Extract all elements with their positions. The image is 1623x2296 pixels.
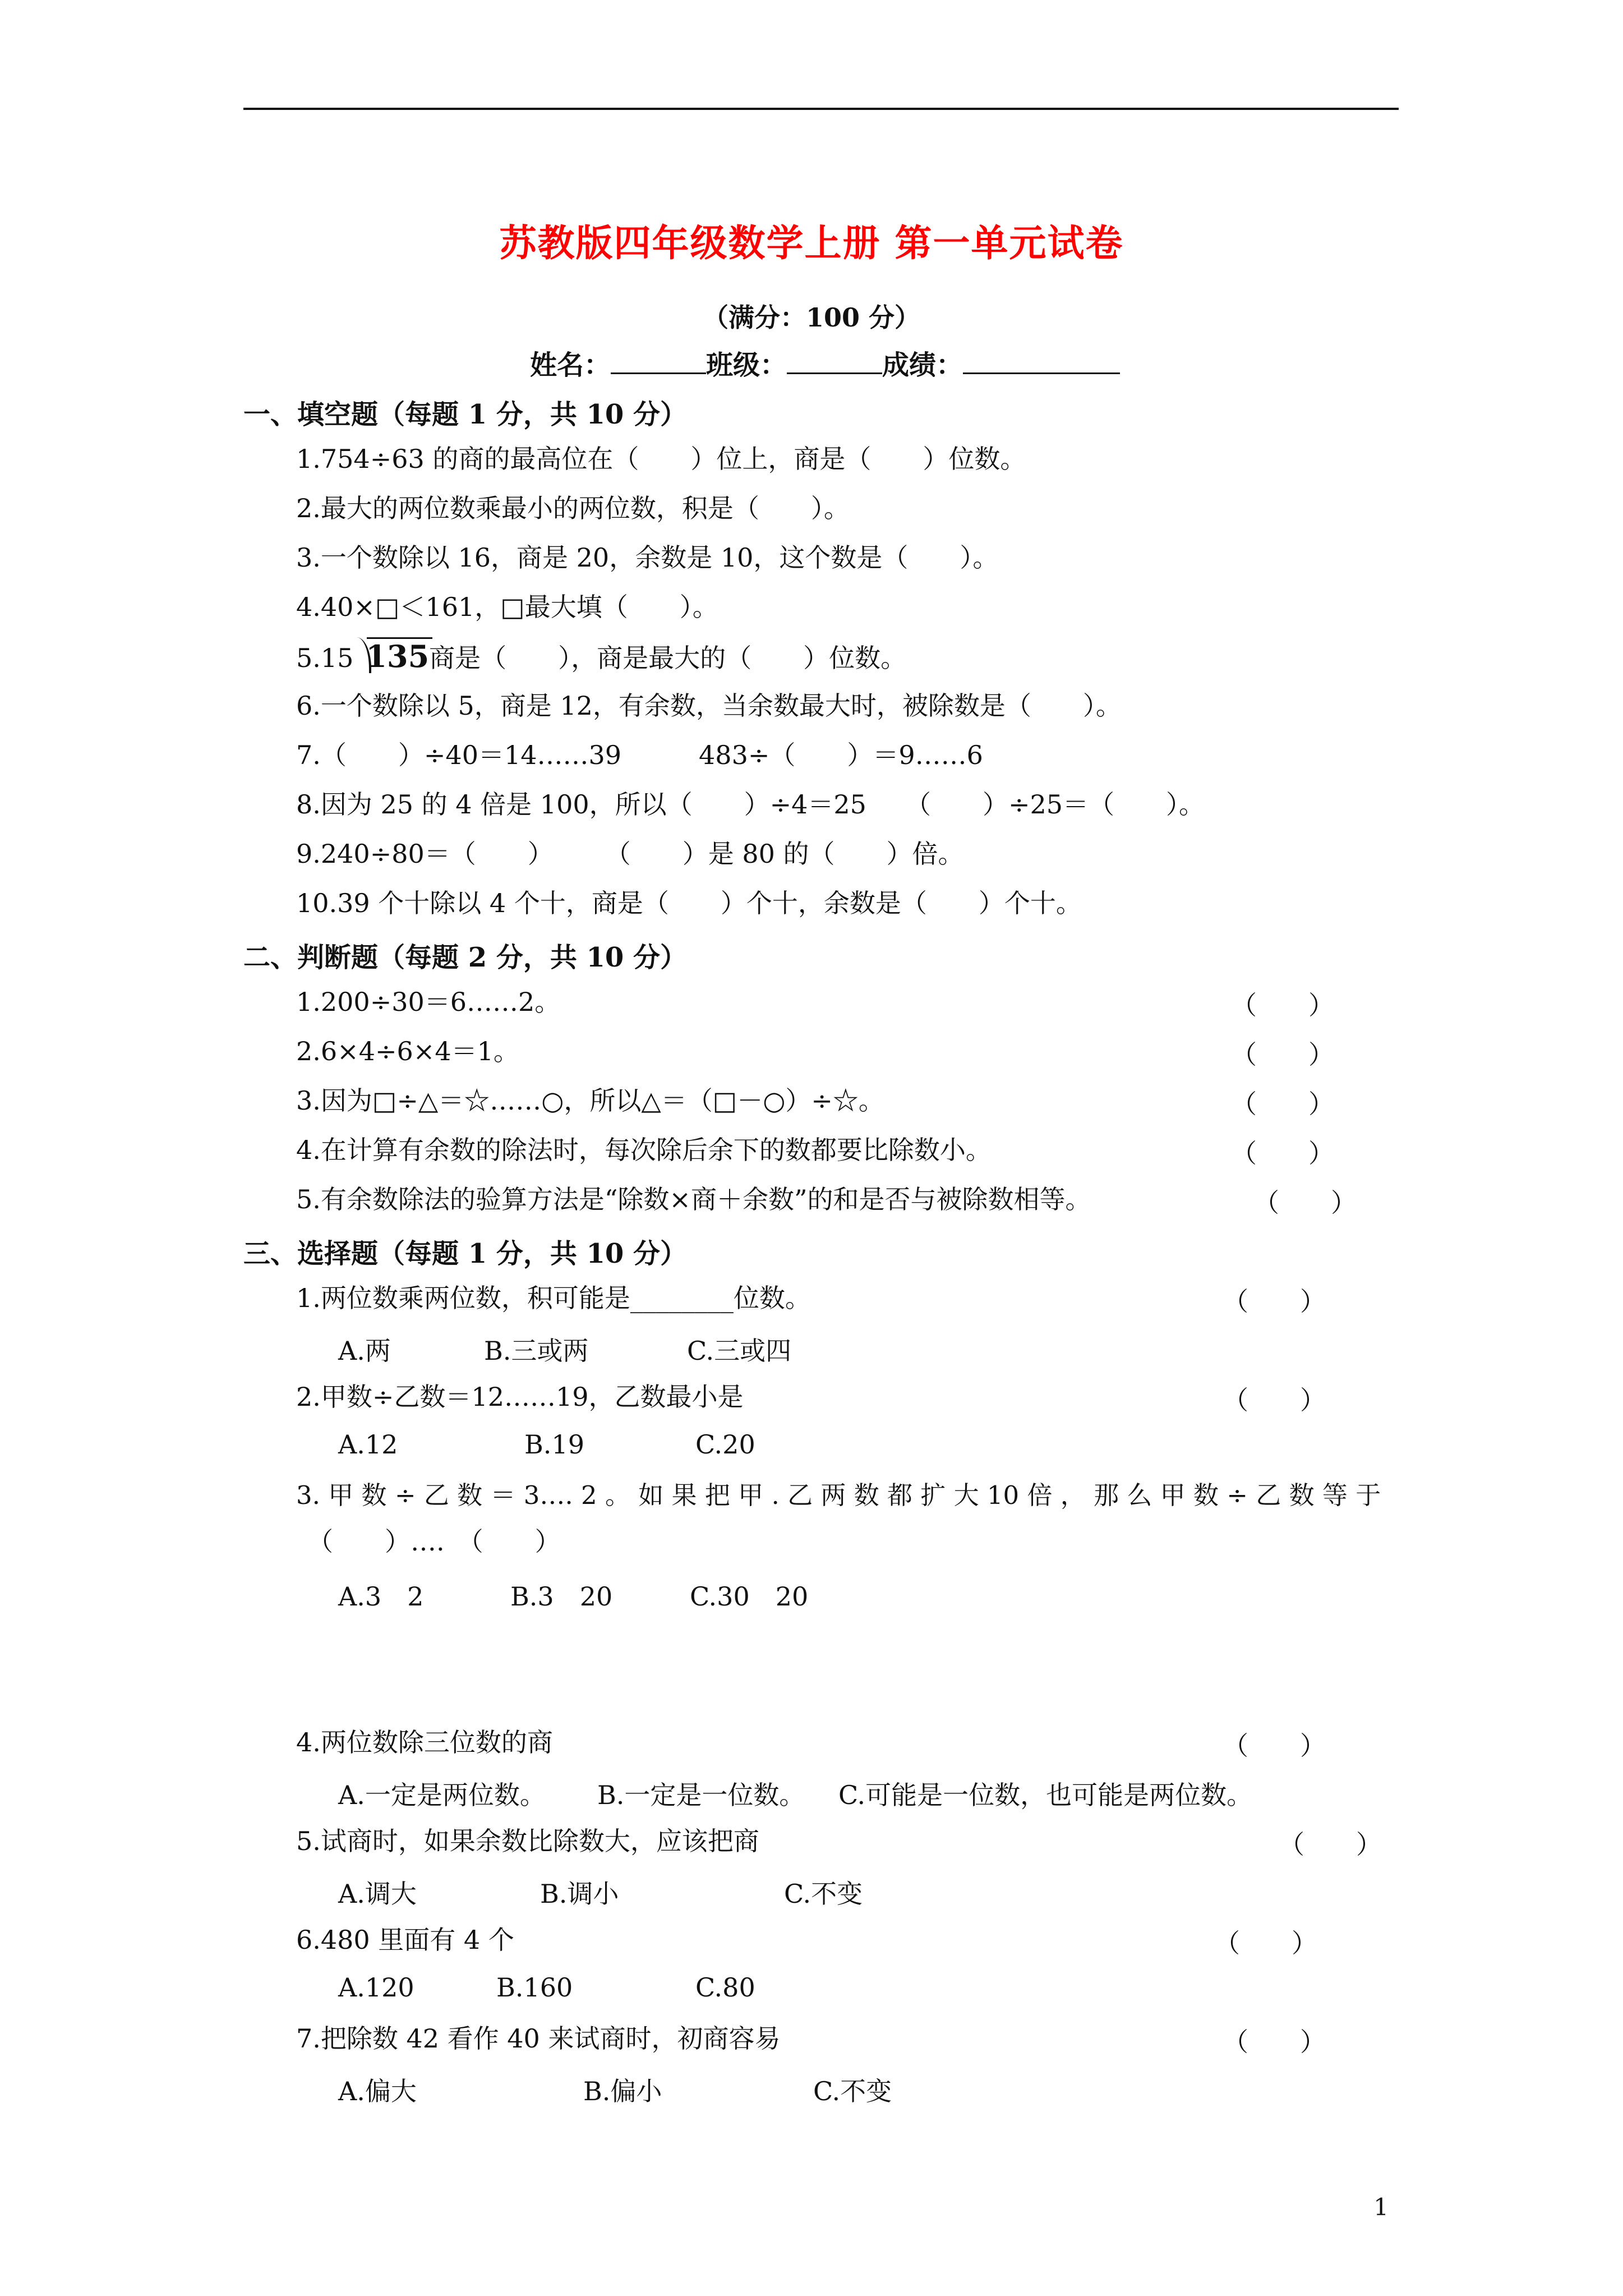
option-c[interactable]: C.三或四 <box>687 1336 792 1366</box>
s1-question-8: 8.因为 25 的 4 倍是 100，所以（ ）÷4＝25 （ ）÷25＝（ ）。 <box>296 789 1205 820</box>
s3-question-3: 3. 甲 数 ÷ 乙 数 ＝ 3…. 2 。 如 果 把 甲 . 乙 两 数 都 扩 大 10 倍 ， 那 么 甲 数 ÷ 乙 数 等 于 <box>296 1480 1381 1510</box>
score-blank[interactable] <box>963 344 1120 374</box>
page-title: 苏教版四年级数学上册 第一单元试卷 <box>499 221 1124 265</box>
answer-paren[interactable]: （ ） <box>1223 1731 1326 1761</box>
option-a[interactable]: A.调大 <box>338 1879 417 1909</box>
s1-question-4: 4.40×□＜161，□最大填（ ）。 <box>296 592 718 622</box>
q5-dividend: 135 <box>366 638 430 674</box>
answer-paren[interactable]: （ ） <box>1231 990 1334 1020</box>
s3-question-3-cont: （ ）…. （ ） <box>307 1526 561 1557</box>
option-c[interactable]: C.80 <box>695 1972 755 2003</box>
s3-question-2: 2.甲数÷乙数＝12……19，乙数最小是 <box>296 1382 744 1412</box>
option-b[interactable]: B.19 <box>524 1429 584 1460</box>
q5-divisor: 5.15 <box>296 643 354 673</box>
option-b[interactable]: B.调小 <box>540 1879 619 1909</box>
answer-paren[interactable]: （ ） <box>1223 1286 1326 1317</box>
section-heading-true-false: 二、判断题（每题 2 分，共 10 分） <box>243 942 688 973</box>
option-b[interactable]: B.一定是一位数。 <box>597 1780 805 1810</box>
s2-question-1: 1.200÷30＝6……2。 <box>296 987 561 1017</box>
answer-paren[interactable]: （ ） <box>1231 1138 1334 1168</box>
class-label: 班级： <box>706 349 787 381</box>
class-blank[interactable] <box>787 344 882 374</box>
s1-question-1: 1.754÷63 的商的最高位在（ ）位上，商是（ ）位数。 <box>296 444 1026 474</box>
s3-question-5: 5.试商时，如果余数比除数大，应该把商 <box>296 1826 759 1856</box>
s1-question-10: 10.39 个十除以 4 个十，商是（ ）个十，余数是（ ）个十。 <box>296 888 1082 918</box>
s2-question-5: 5.有余数除法的验算方法是“除数×商＋余数”的和是否与被除数相等。 <box>296 1184 1091 1214</box>
section-heading-fill-blank: 一、填空题（每题 1 分，共 10 分） <box>243 399 688 430</box>
long-division-bracket <box>357 639 429 673</box>
option-b[interactable]: B.偏小 <box>583 2076 662 2106</box>
student-info-fields <box>530 343 1120 382</box>
s3-question-7: 7.把除数 42 看作 40 来试商时，初商容易 <box>296 2023 781 2054</box>
option-c[interactable]: C.20 <box>695 1429 755 1460</box>
option-a[interactable]: A.120 <box>338 1972 414 2003</box>
s3-question-6: 6.480 里面有 4 个 <box>296 1925 514 1955</box>
s3-question-4: 4.两位数除三位数的商 <box>296 1727 553 1757</box>
name-blank[interactable] <box>611 344 706 374</box>
s2-question-4: 4.在计算有余数的除法时，每次除后余下的数都要比除数小。 <box>296 1135 992 1165</box>
q5-text: 商是（ ），商是最大的（ ）位数。 <box>429 643 907 673</box>
option-a[interactable]: A.12 <box>338 1429 398 1460</box>
header-rule <box>243 108 1399 110</box>
page-number: 1 <box>1373 2193 1389 2221</box>
answer-paren[interactable]: （ ） <box>1223 1385 1326 1415</box>
option-a[interactable]: A.一定是两位数。 <box>338 1780 546 1810</box>
s1-question-6: 6.一个数除以 5，商是 12，有余数，当余数最大时，被除数是（ ）。 <box>296 691 1122 721</box>
s3-question-1: 1.两位数乘两位数，积可能是________位数。 <box>296 1283 811 1313</box>
answer-paren[interactable]: （ ） <box>1214 1928 1317 1958</box>
answer-paren[interactable]: （ ） <box>1231 1039 1334 1070</box>
name-label: 姓名： <box>530 349 611 381</box>
s1-question-2: 2.最大的两位数乘最小的两位数，积是（ ）。 <box>296 493 850 523</box>
full-score: （满分：100 分） <box>702 302 921 333</box>
s1-question-3: 3.一个数除以 16，商是 20，余数是 10，这个数是（ ）。 <box>296 542 999 573</box>
s1-question-9: 9.240÷80＝（ ） （ ）是 80 的（ ）倍。 <box>296 839 964 869</box>
option-c[interactable]: C.可能是一位数，也可能是两位数。 <box>838 1780 1253 1810</box>
section-heading-multiple-choice: 三、选择题（每题 1 分，共 10 分） <box>243 1238 688 1269</box>
answer-paren[interactable]: （ ） <box>1279 1829 1382 1860</box>
answer-paren[interactable]: （ ） <box>1223 2027 1326 2057</box>
option-a[interactable]: A.两 <box>338 1336 391 1366</box>
answer-paren[interactable]: （ ） <box>1231 1089 1334 1119</box>
s1-question-7: 7.（ ）÷40＝14……39 483÷（ ）＝9……6 <box>296 740 983 770</box>
score-label: 成绩： <box>882 349 963 381</box>
answer-paren[interactable]: （ ） <box>1253 1188 1357 1218</box>
option-b[interactable]: B.160 <box>496 1972 573 2003</box>
option-a[interactable]: A.偏大 <box>338 2076 417 2106</box>
option-b[interactable]: B.三或两 <box>484 1336 589 1366</box>
option-a[interactable]: A.3 2 <box>338 1581 424 1612</box>
s2-question-3: 3.因为□÷△＝☆……○，所以△＝（□－○）÷☆。 <box>296 1085 884 1116</box>
option-b[interactable]: B.3 20 <box>510 1581 613 1612</box>
option-c[interactable]: C.不变 <box>813 2076 892 2106</box>
option-c[interactable]: C.不变 <box>784 1879 863 1909</box>
s1-question-5 <box>296 639 906 675</box>
option-c[interactable]: C.30 20 <box>690 1581 809 1612</box>
s2-question-2: 2.6×4÷6×4＝1。 <box>296 1036 519 1066</box>
